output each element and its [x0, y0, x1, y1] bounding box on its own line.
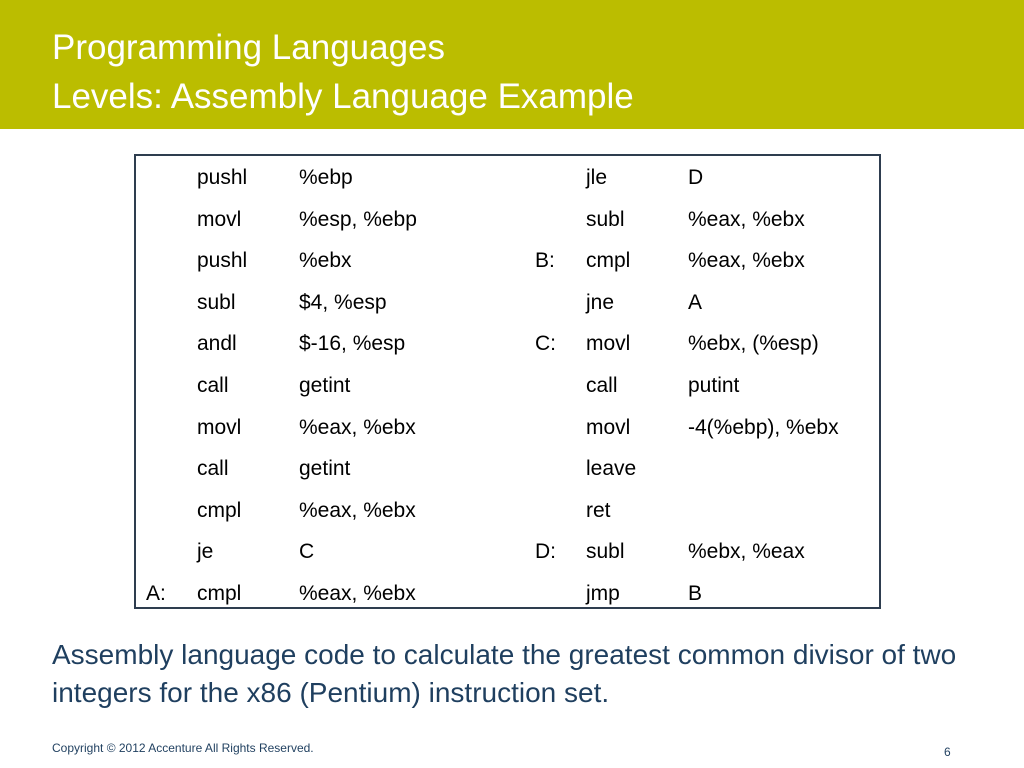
code-operands: %eax, %ebx	[299, 582, 416, 605]
code-operands: %eax, %ebx	[688, 249, 805, 273]
code-instruction: call	[586, 374, 618, 397]
code-operands: %eax, %ebx	[299, 498, 416, 522]
code-operands: C	[299, 540, 315, 564]
code-instruction: subl	[586, 207, 625, 231]
code-instruction: movl	[586, 415, 631, 439]
code-instruction: movl	[197, 415, 242, 439]
code-label: D:	[535, 540, 556, 564]
page-number: 6	[944, 745, 951, 759]
header-band	[0, 0, 1024, 129]
code-operands: %eax, %ebx	[299, 415, 416, 439]
code-operands: putint	[688, 374, 740, 397]
code-operands: %eax, %ebx	[688, 207, 805, 231]
code-label: B:	[535, 249, 555, 273]
code-operands: %ebx, (%esp)	[688, 332, 819, 356]
code-instruction: je	[197, 540, 214, 564]
code-label: A:	[146, 582, 166, 605]
code-operands: D	[688, 166, 704, 189]
slide-title-line-2: Levels: Assembly Language Example	[52, 77, 634, 116]
copyright-notice: Copyright © 2012 Accenture All Rights Reserved.	[52, 741, 314, 755]
code-instruction: pushl	[197, 249, 248, 273]
code-instruction: movl	[586, 332, 631, 356]
code-operands: %ebx	[299, 249, 352, 273]
code-instruction: ret	[586, 498, 611, 522]
code-instruction: cmpl	[197, 498, 242, 522]
assembly-code-table	[134, 154, 881, 609]
code-instruction: pushl	[197, 166, 248, 189]
code-operands: getint	[299, 457, 351, 481]
code-instruction: movl	[197, 207, 242, 231]
code-instruction: cmpl	[197, 582, 242, 605]
code-instruction: jmp	[586, 582, 620, 605]
code-instruction: jne	[586, 290, 615, 314]
code-operands: B	[688, 582, 703, 605]
code-operands: $-16, %esp	[299, 332, 406, 356]
code-instruction: subl	[197, 290, 236, 314]
code-operands: getint	[299, 374, 351, 397]
code-operands: %ebx, %eax	[688, 540, 805, 564]
code-operands: %esp, %ebp	[299, 207, 417, 231]
code-instruction: call	[197, 374, 229, 397]
slide-caption: Assembly language code to calculate the greatest common divisor of two integers for the x86 (Pentium) instruction set.	[52, 639, 957, 708]
code-label: C:	[535, 332, 556, 356]
code-instruction: call	[197, 457, 229, 481]
code-instruction: cmpl	[586, 249, 631, 273]
code-instruction: jle	[586, 166, 608, 189]
code-operands: %ebp	[299, 166, 353, 189]
code-operands: A	[688, 290, 703, 314]
code-instruction: andl	[197, 332, 237, 356]
slide-title-line-1: Programming Languages	[52, 28, 446, 67]
code-instruction: subl	[586, 540, 625, 564]
code-instruction: leave	[586, 457, 637, 481]
code-operands: $4, %esp	[299, 290, 387, 314]
code-operands: -4(%ebp), %ebx	[688, 415, 839, 439]
